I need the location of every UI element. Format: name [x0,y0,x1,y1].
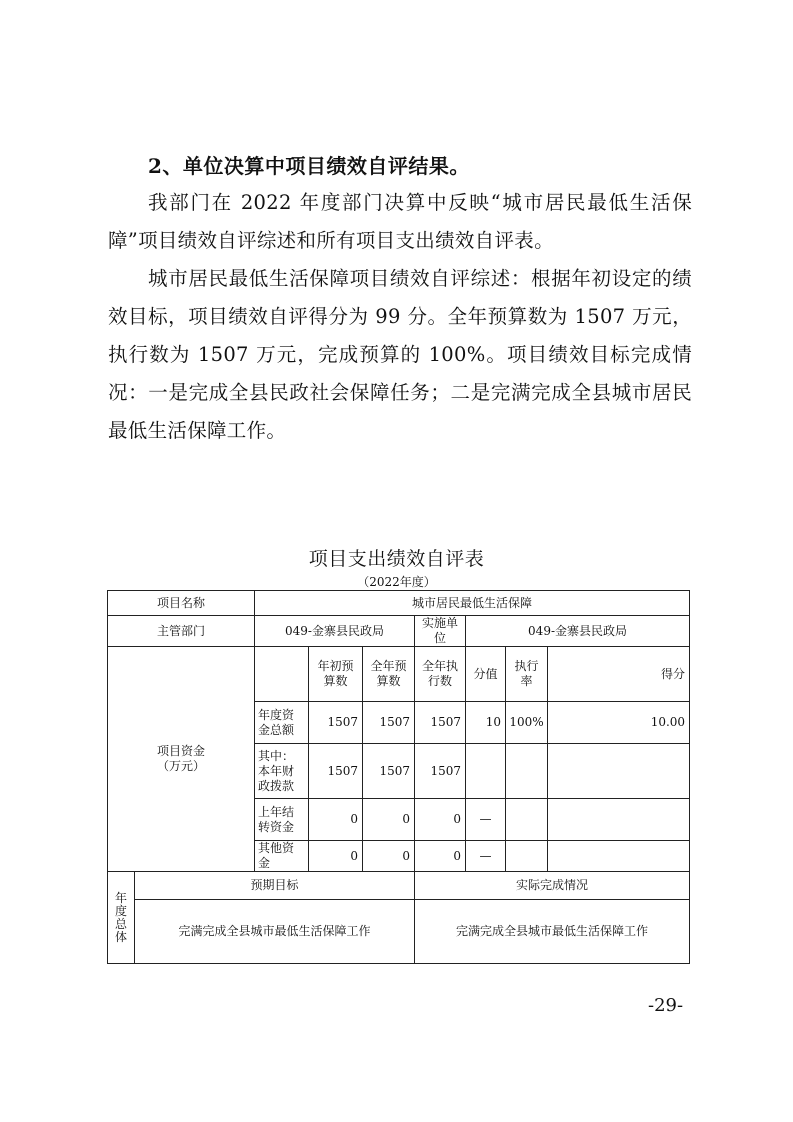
header-exec-rate: 执行率 [506,647,548,702]
table-row [108,900,690,964]
paragraph-summary: 城市居民最低生活保障项目绩效自评综述：根据年初设定的绩效目标，项目绩效自评得分为 99 分。全年预算数为 1507 万元，执行数为 1507 万元，完成预算的 100%。项目绩效目标完成情况：一是完成全县民政社会保障任务；二是完满完成全县城市居民最低生活保障工作。 [108,267,692,442]
cell-exec: 0 [415,841,466,872]
cell-score [548,744,690,799]
cell-exec: 1507 [415,744,466,799]
overall-label-char: 年 [114,890,127,905]
impl-value: 049-金寨县民政局 [466,616,690,647]
overall-label [108,872,135,964]
row-label: 其他资金 [255,841,309,872]
cell-score [548,799,690,841]
row-label: 上年结转资金 [255,799,309,841]
section-heading: 2、单位决算中项目绩效自评结果。 [148,154,470,178]
paragraph-intro: 我部门在 2022 年度部门决算中反映“城市居民最低生活保障”项目绩效自评综述和所有项目支出绩效自评表。 [108,191,692,252]
header-initial-budget: 年初预算数 [309,647,363,702]
cell-initial: 1507 [309,744,363,799]
performance-evaluation-table [107,590,690,964]
dept-value: 049-金寨县民政局 [255,616,415,647]
header-annual-exec: 全年执行数 [415,647,466,702]
cell-score [548,841,690,872]
goal-value: 完满完成全县城市最低生活保障工作 [135,900,415,964]
page-number: -29- [648,995,684,1016]
header-score-weight: 分值 [466,647,506,702]
impl-label: 实施单位 [415,616,466,647]
cell-weight: — [466,799,506,841]
cell-rate: 100% [506,702,548,744]
table-row [108,616,690,647]
cell-score: 10.00 [548,702,690,744]
cell-annual: 1507 [363,744,415,799]
header-empty [255,647,309,702]
table-year: （2022年度） [357,575,436,589]
cell-weight: 10 [466,702,506,744]
row-label: 其中：本年财政拨款 [255,744,309,799]
project-funds-label [108,647,255,872]
overall-label-char: 体 [114,929,127,944]
cell-initial: 0 [309,841,363,872]
cell-rate [506,799,548,841]
cell-exec: 0 [415,799,466,841]
header-score: 得分 [548,647,690,702]
cell-rate [506,744,548,799]
cell-annual: 0 [363,841,415,872]
table-row [108,591,690,616]
table-row [108,647,690,702]
overall-label-char: 度 [114,903,127,918]
goal-header: 预期目标 [135,872,415,900]
cell-weight [466,744,506,799]
cell-weight: — [466,841,506,872]
table-title: 项目支出绩效自评表 [308,548,485,570]
cell-annual: 0 [363,799,415,841]
funds-label: 项目资金 [157,744,206,758]
dept-label: 主管部门 [108,616,255,647]
cell-exec: 1507 [415,702,466,744]
header-annual-budget: 全年预算数 [363,647,415,702]
cell-annual: 1507 [363,702,415,744]
actual-value: 完满完成全县城市最低生活保障工作 [415,900,690,964]
actual-header: 实际完成情况 [415,872,690,900]
cell-initial: 1507 [309,702,363,744]
cell-initial: 0 [309,799,363,841]
project-name-label: 项目名称 [108,591,255,616]
overall-label-char: 总 [114,916,127,931]
cell-rate [506,841,548,872]
table-row [108,872,690,900]
funds-unit: （万元） [157,759,206,773]
project-name-value: 城市居民最低生活保障 [255,591,690,616]
row-label: 年度资金总额 [255,702,309,744]
